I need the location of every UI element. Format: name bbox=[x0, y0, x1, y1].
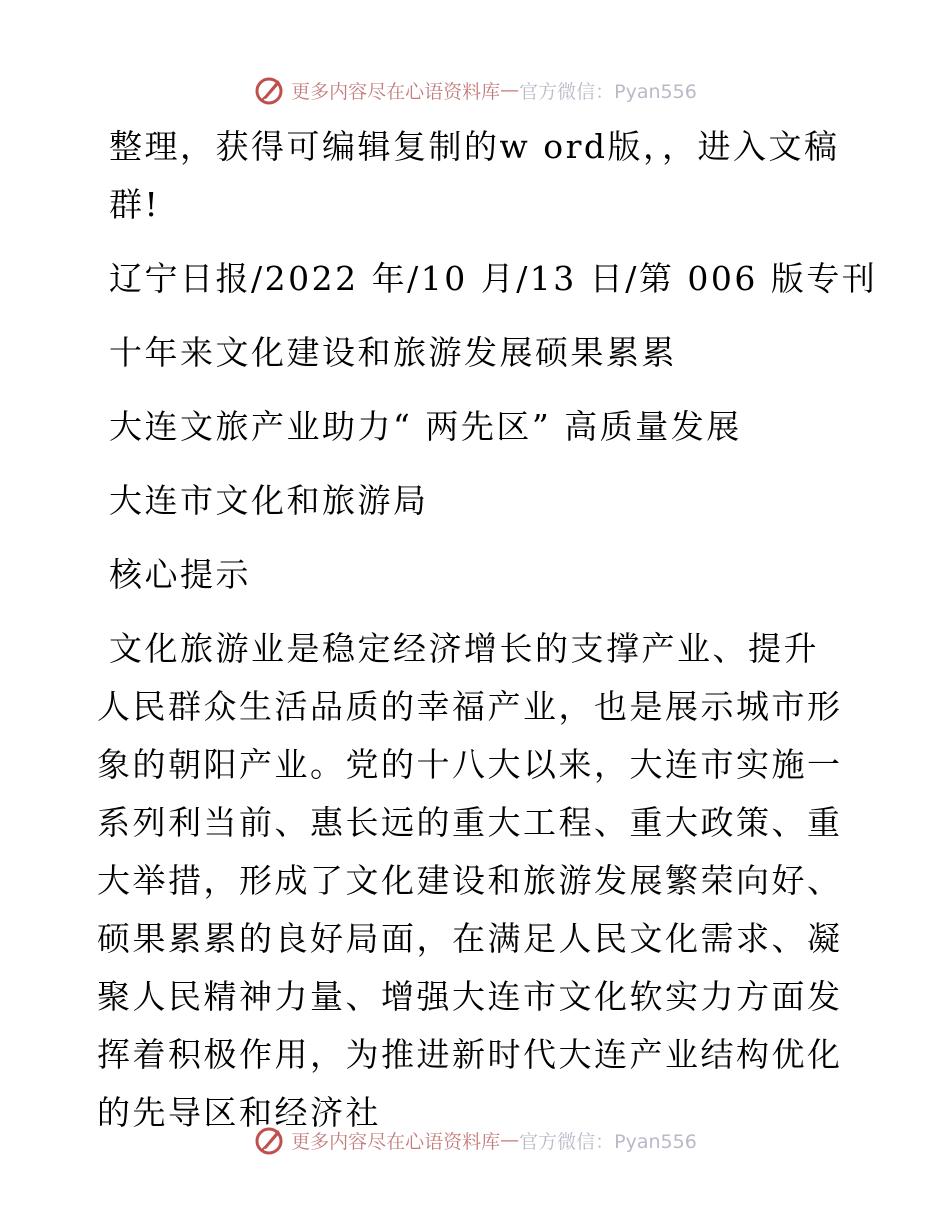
watermark-separator: — bbox=[500, 1129, 520, 1151]
watermark-contact: 官方微信：Pyan556 bbox=[519, 80, 697, 103]
source-line: 辽宁日报/2022 年/10 月/13 日/第 006 版专刊 bbox=[109, 259, 878, 298]
watermark-separator: — bbox=[500, 79, 520, 101]
section-label: 核心提示 bbox=[109, 555, 251, 594]
watermark-contact: 官方微信：Pyan556 bbox=[519, 1130, 697, 1153]
watermark-text: 更多内容尽在心语资料库 bbox=[291, 80, 501, 103]
footer-watermark bbox=[0, 1120, 950, 1160]
quill-logo-icon bbox=[253, 1124, 285, 1156]
body-paragraph bbox=[97, 620, 849, 1142]
quill-logo-icon bbox=[253, 74, 285, 106]
document-content bbox=[97, 118, 878, 1142]
intro-text: 整理，获得可编辑复制的w ord版，，进入文稿群! bbox=[109, 127, 840, 224]
header-watermark bbox=[0, 70, 950, 110]
headline-main: 十年来文化建设和旅游发展硕果累累 bbox=[109, 333, 677, 372]
body-text: 文化旅游业是稳定经济增长的支撑产业、提升人民群众生活品质的幸福产业，也是展示城市形象的朝阳产业。党的十八大以来，大连市实施一系列利当前、惠长远的重大工程、重大政策、重大举措，形成了文化建设和旅游发展繁荣向好、硕果累累的良好局面，在满足人民文化需求、凝聚人民精神力量、增强大连市文化软实力方面发挥着积极作用，为推进新时代大连产业结构优化的先导区和经济社 bbox=[97, 629, 843, 1132]
watermark-text: 更多内容尽在心语资料库 bbox=[291, 1130, 501, 1153]
author-line: 大连市文化和旅游局 bbox=[109, 481, 429, 520]
headline-sub: 大连文旅产业助力“ 两先区” 高质量发展 bbox=[109, 407, 742, 446]
